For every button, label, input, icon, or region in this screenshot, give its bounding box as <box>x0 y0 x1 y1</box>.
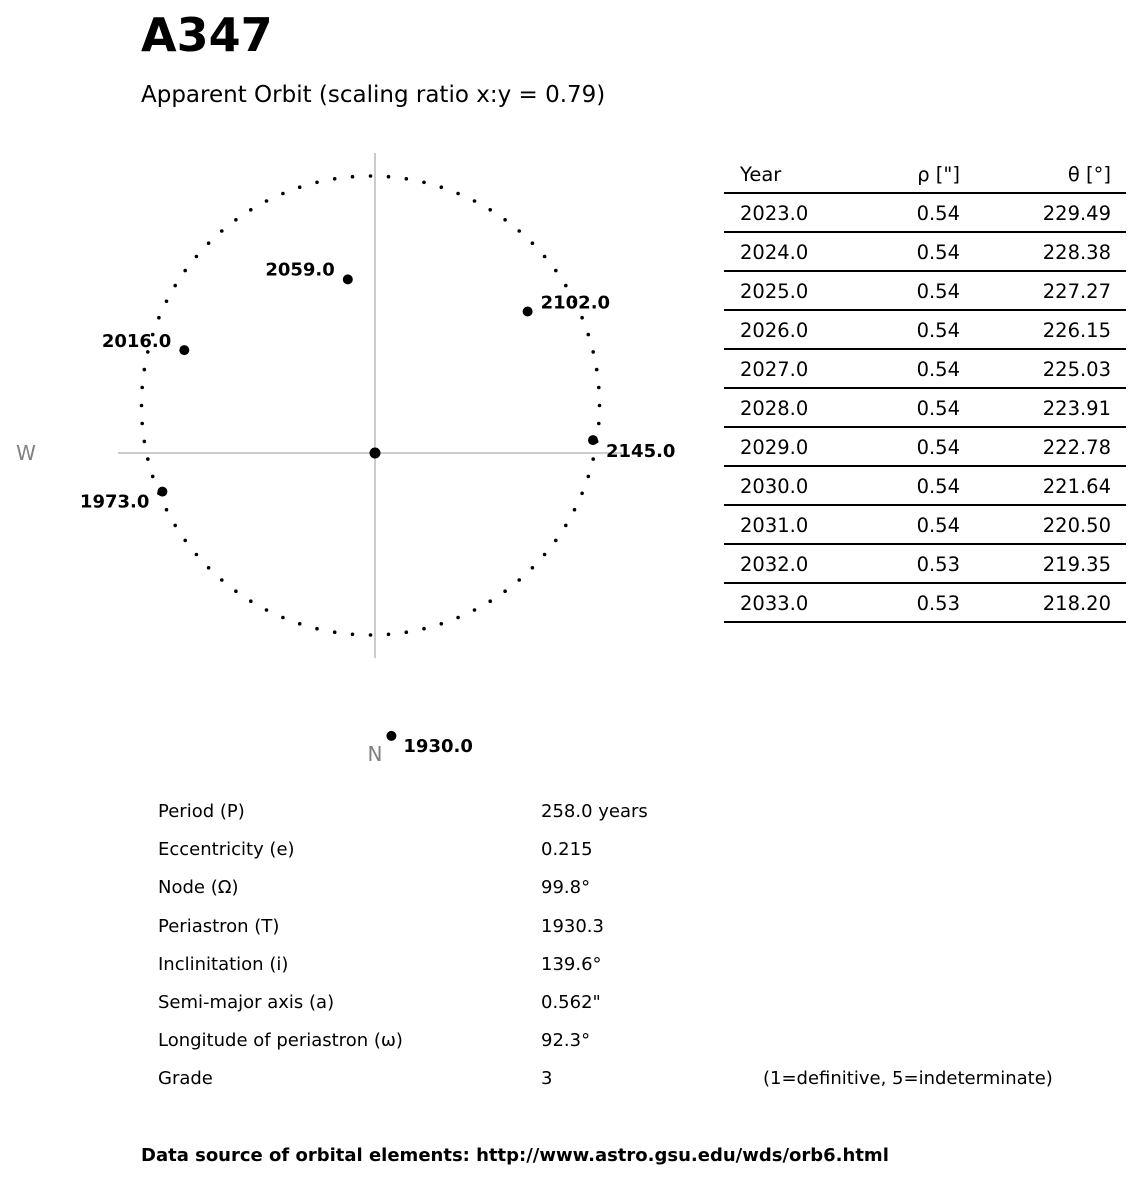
table-cell-theta: 225.03 <box>1042 358 1111 381</box>
orbit-path-dot <box>503 218 507 222</box>
epoch-label: 2059.0 <box>265 259 335 281</box>
orbit-path-dot <box>543 553 547 557</box>
orbit-path-dot <box>597 422 601 426</box>
orbit-path-dot <box>554 539 558 543</box>
table-cell-rho: 0.54 <box>916 241 960 264</box>
orbit-path-dot <box>265 608 269 612</box>
chart-subtitle: Apparent Orbit (scaling ratio x:y = 0.79) <box>141 82 606 108</box>
table-row <box>724 545 1126 584</box>
orbit-path-dot <box>173 524 177 528</box>
epoch-point <box>523 307 533 317</box>
orbit-path-dot <box>595 368 599 372</box>
table-cell-year: 2027.0 <box>740 358 809 381</box>
orbit-path-dot <box>249 599 253 603</box>
orbit-path-dot <box>298 185 302 189</box>
epoch-point <box>343 274 353 284</box>
orbit-path-dot <box>591 457 595 461</box>
epoch-label: 2016.0 <box>101 331 172 353</box>
orbit-path-dot <box>315 627 319 631</box>
orbit-path-dot <box>517 578 521 582</box>
table-cell-theta: 229.49 <box>1042 202 1111 225</box>
orbit-path-dot <box>234 218 238 222</box>
orbit-path-dot <box>587 333 591 337</box>
orbit-path-dot <box>220 578 224 582</box>
epoch-point <box>157 487 167 497</box>
table-cell-rho: 0.54 <box>916 514 960 537</box>
orbit-path-dot <box>387 633 391 637</box>
orbit-path-dot <box>440 185 444 189</box>
table-cell-theta: 227.27 <box>1042 280 1111 303</box>
orbit-path-dot <box>554 269 558 273</box>
table-cell-year: 2028.0 <box>740 397 809 420</box>
table-cell-theta: 218.20 <box>1042 592 1111 615</box>
element-value: 1930.3 <box>541 915 604 937</box>
element-value: 99.8° <box>541 877 591 899</box>
orbit-path-dot <box>207 566 211 570</box>
orbit-path-dot <box>146 457 150 461</box>
table-cell-year: 2029.0 <box>740 436 809 459</box>
orbit-path-dot <box>473 199 477 203</box>
element-value: 0.562" <box>541 992 601 1013</box>
orbit-path-dot <box>165 508 169 512</box>
table-cell-rho: 0.54 <box>916 397 960 420</box>
table-row <box>724 467 1126 506</box>
element-value: 0.215 <box>541 839 593 861</box>
orbit-path-dot <box>573 508 577 512</box>
table-cell-theta: 222.78 <box>1042 436 1111 459</box>
element-name: Periastron (T) <box>158 915 280 937</box>
orbit-path-dot <box>564 284 568 288</box>
table-row <box>724 428 1126 467</box>
table-row <box>724 506 1126 545</box>
table-cell-theta: 219.35 <box>1042 553 1111 576</box>
element-value: 3 <box>541 1068 553 1090</box>
table-row <box>724 350 1126 389</box>
epoch-label: 2145.0 <box>606 441 676 463</box>
table-cell-theta: 220.50 <box>1042 514 1111 537</box>
orbit-path-dot <box>298 622 302 626</box>
orbit-path-dot <box>140 422 144 426</box>
element-name: Inclinitation (i) <box>158 953 289 975</box>
orbit-path-dot <box>173 284 177 288</box>
orbit-path-dot <box>281 616 285 620</box>
table-cell-rho: 0.53 <box>916 592 960 615</box>
orbit-path-dot <box>531 241 535 245</box>
orbit-path-dot <box>151 475 155 479</box>
orbit-path-dot <box>195 553 199 557</box>
orbit-plot <box>0 0 700 780</box>
element-value: 258.0 years <box>541 801 648 822</box>
orbit-path-dot <box>281 192 285 196</box>
table-cell-rho: 0.54 <box>916 202 960 225</box>
primary-star-point <box>370 448 381 459</box>
table-header-theta: θ [°] <box>1067 163 1111 186</box>
element-name: Grade <box>158 1068 213 1090</box>
orbit-path-dot <box>517 229 521 233</box>
table-header-rho: ρ ["] <box>917 163 960 186</box>
element-note: (1=definitive, 5=indeterminate) <box>763 1068 1053 1090</box>
orbit-path-dot <box>351 633 355 637</box>
orbit-path-dot <box>488 599 492 603</box>
table-cell-year: 2024.0 <box>740 241 809 264</box>
orbit-path-dot <box>165 300 169 304</box>
element-value: 139.6° <box>541 953 602 975</box>
orbit-path-dot <box>157 316 161 320</box>
table-row <box>724 584 1126 623</box>
compass-west-label: W <box>16 441 36 465</box>
orbit-path-dot <box>333 630 337 634</box>
orbit-path-dot <box>422 627 426 631</box>
epoch-point <box>386 731 396 741</box>
compass-north-label: N <box>367 742 383 766</box>
table-cell-theta: 226.15 <box>1042 319 1111 342</box>
epoch-label: 1973.0 <box>79 491 150 513</box>
table-cell-year: 2030.0 <box>740 475 809 498</box>
orbit-path-dot <box>564 524 568 528</box>
orbit-path-dot <box>143 368 147 372</box>
orbit-path-dot <box>531 566 535 570</box>
orbit-path-dot <box>597 386 601 390</box>
orbit-path-dot <box>333 177 337 181</box>
table-cell-theta: 228.38 <box>1042 241 1111 264</box>
table-cell-year: 2023.0 <box>740 202 809 225</box>
table-header-year: Year <box>740 163 782 186</box>
table-row <box>724 194 1126 233</box>
orbit-path-dot <box>473 608 477 612</box>
table-cell-theta: 221.64 <box>1042 475 1111 498</box>
orbit-path-dot <box>598 404 602 408</box>
orbit-path-dot <box>183 269 187 273</box>
orbit-path-dot <box>265 199 269 203</box>
table-header-row <box>724 155 1126 194</box>
orbit-path-dot <box>580 492 584 496</box>
table-cell-year: 2026.0 <box>740 319 809 342</box>
table-row <box>724 272 1126 311</box>
table-row <box>724 311 1126 350</box>
data-source-footer: Data source of orbital elements: http://www.astro.gsu.edu/wds/orb6.html <box>141 1145 889 1166</box>
table-cell-rho: 0.54 <box>916 475 960 498</box>
orbit-path-dot <box>456 616 460 620</box>
ephemeris-table <box>724 155 1126 623</box>
orbit-path-dot <box>207 241 211 245</box>
orbit-path-dot <box>440 622 444 626</box>
table-cell-rho: 0.54 <box>916 436 960 459</box>
table-cell-year: 2025.0 <box>740 280 809 303</box>
orbit-path-dot <box>140 404 144 408</box>
epoch-label: 1930.0 <box>403 735 473 757</box>
table-cell-year: 2032.0 <box>740 553 809 576</box>
orbit-path-dot <box>183 539 187 543</box>
orbit-path-dot <box>351 175 355 179</box>
orbit-path-dot <box>249 208 253 212</box>
element-name: Node (Ω) <box>158 877 239 899</box>
orbit-path-dot <box>580 316 584 320</box>
orbit-path-dot <box>422 181 426 185</box>
table-row <box>724 389 1126 428</box>
orbit-path-dot <box>503 589 507 593</box>
orbit-path-dot <box>234 589 238 593</box>
element-name: Period (P) <box>158 801 245 822</box>
orbit-path-dot <box>387 175 391 179</box>
orbit-path-dot <box>220 229 224 233</box>
epoch-point <box>179 345 189 355</box>
table-cell-year: 2033.0 <box>740 592 809 615</box>
orbit-path-dot <box>405 177 409 181</box>
table-cell-rho: 0.54 <box>916 280 960 303</box>
element-name: Longitude of periastron (ω) <box>158 1030 403 1052</box>
table-cell-rho: 0.54 <box>916 319 960 342</box>
table-cell-theta: 223.91 <box>1042 397 1111 420</box>
orbit-path-dot <box>143 440 147 444</box>
element-value: 92.3° <box>541 1030 591 1052</box>
orbit-path-dot <box>591 350 595 354</box>
table-cell-year: 2031.0 <box>740 514 809 537</box>
table-cell-rho: 0.53 <box>916 553 960 576</box>
orbit-path-dot <box>587 475 591 479</box>
element-name: Semi-major axis (a) <box>158 992 335 1013</box>
orbit-path-dot <box>369 174 373 178</box>
chart-title: A347 <box>141 8 273 62</box>
orbit-path-dot <box>488 208 492 212</box>
table-cell-rho: 0.54 <box>916 358 960 381</box>
element-name: Eccentricity (e) <box>158 839 295 861</box>
orbit-path-dot <box>543 255 547 259</box>
orbit-path-dot <box>405 630 409 634</box>
orbit-path-dot <box>456 192 460 196</box>
orbit-path-dot <box>195 255 199 259</box>
table-row <box>724 233 1126 272</box>
epoch-label: 2102.0 <box>540 292 611 314</box>
orbit-path-dot <box>315 181 319 185</box>
orbit-path-dot <box>369 633 373 637</box>
epoch-point <box>588 435 598 445</box>
orbit-path-dot <box>140 386 144 390</box>
